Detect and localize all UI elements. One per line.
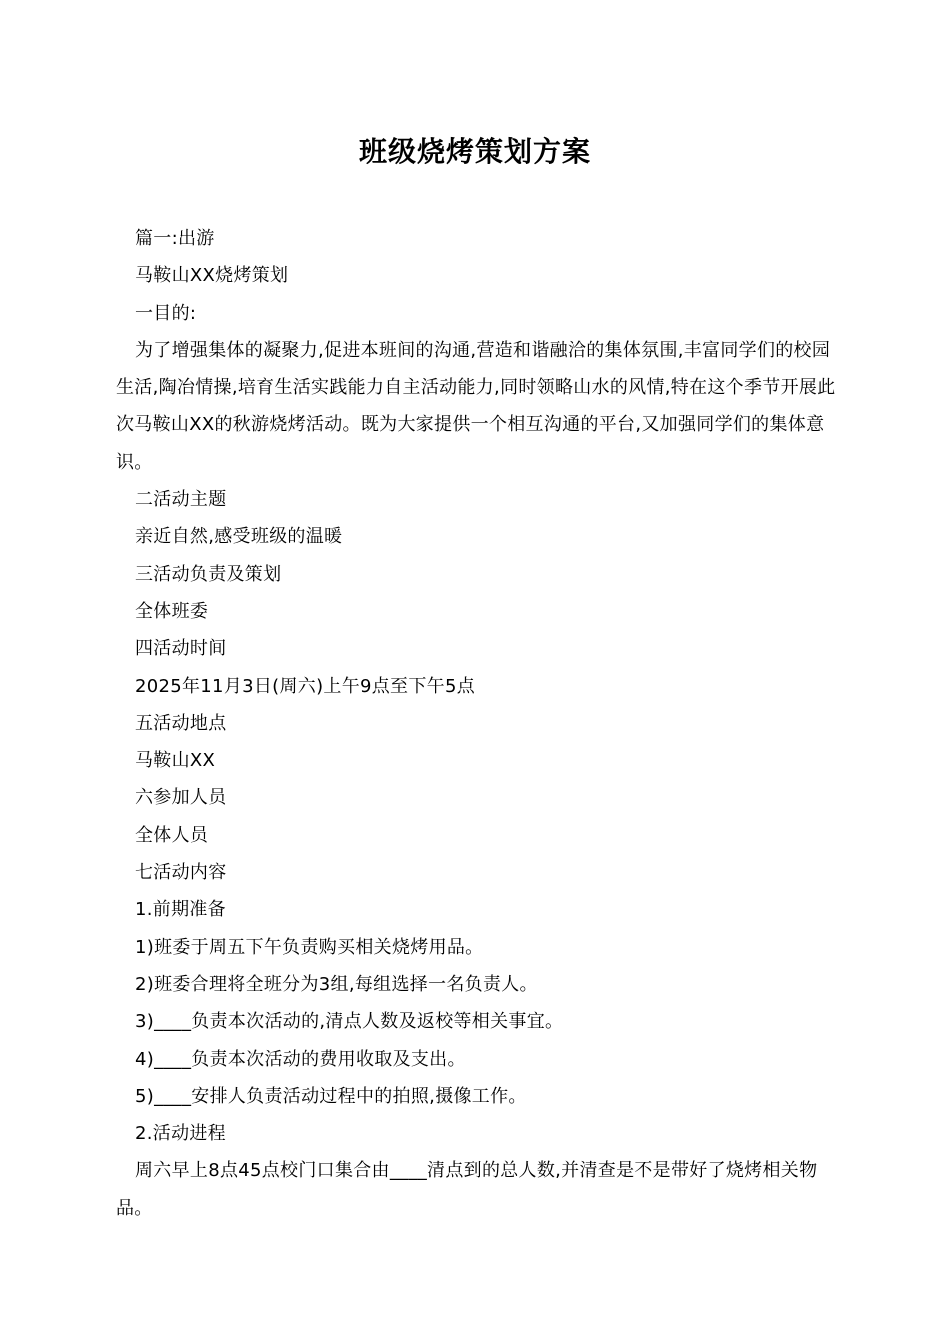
paragraph-2: 马鞍山XX烧烤策划	[135, 265, 289, 287]
paragraph-4: 为了增强集体的凝聚力,促进本班间的沟通,营造和谐融洽的集体氛围,丰富同学们的校园生活,陶冶情操,培育生活实践能力自主活动能力,同时领略山水的风情,特在这个季节开展此次马鞍山XX的秋游烧烤活动。既为大家提供一个相互沟通的平台,又加强同学们的集体意识。	[116, 339, 836, 473]
paragraph-10: 2025年11月3日(周六)上午9点至下午5点	[135, 675, 476, 697]
paragraph-13: 六参加人员	[135, 787, 227, 809]
paragraph-1: 篇一:出游	[135, 228, 215, 249]
document-body	[116, 220, 838, 1227]
paragraph-16: 1.前期准备	[135, 899, 226, 921]
paragraph-14: 全体人员	[135, 824, 209, 846]
paragraph-3: 一目的:	[135, 302, 197, 324]
paragraph-9: 四活动时间	[135, 638, 227, 660]
paragraph-15: 七活动内容	[135, 862, 227, 884]
paragraph-8: 全体班委	[135, 600, 209, 622]
document-title: 班级烧烤策划方案	[358, 135, 591, 168]
paragraph-7: 三活动负责及策划	[135, 563, 282, 585]
paragraph-21: 5)____安排人负责活动过程中的拍照,摄像工作。	[135, 1085, 527, 1107]
paragraph-19: 3)____负责本次活动的,清点人数及返校等相关事宜。	[135, 1011, 564, 1033]
paragraph-12: 马鞍山XX	[135, 750, 216, 772]
paragraph-17: 1)班委于周五下午负责购买相关烧烤用品。	[135, 936, 484, 958]
paragraph-22: 2.活动进程	[135, 1123, 226, 1145]
paragraph-20: 4)____负责本次活动的费用收取及支出。	[135, 1048, 466, 1070]
paragraph-11: 五活动地点	[135, 712, 227, 734]
paragraph-23: 周六早上8点45点校门口集合由____清点到的总人数,并清查是不是带好了烧烤相关物品。	[116, 1160, 818, 1219]
paragraph-5: 二活动主题	[135, 489, 227, 511]
paragraph-18: 2)班委合理将全班分为3组,每组选择一名负责人。	[135, 973, 538, 995]
paragraph-6: 亲近自然,感受班级的温暖	[135, 526, 343, 548]
